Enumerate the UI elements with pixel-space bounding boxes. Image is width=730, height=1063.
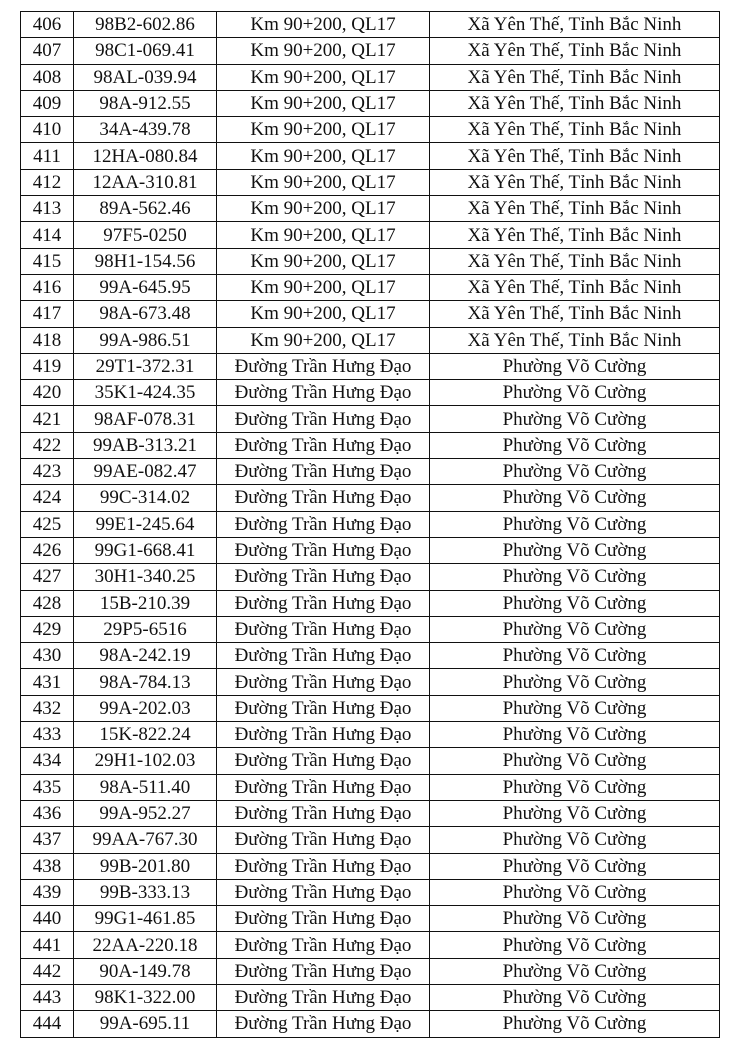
license-plate-cell: 99AA-767.30 — [74, 827, 217, 853]
administrative-unit-cell: Xã Yên Thế, Tỉnh Bắc Ninh — [430, 196, 720, 222]
administrative-unit-cell: Xã Yên Thế, Tỉnh Bắc Ninh — [430, 64, 720, 90]
administrative-unit-cell: Phường Võ Cường — [430, 932, 720, 958]
administrative-unit-cell: Phường Võ Cường — [430, 459, 720, 485]
table-row — [21, 274, 720, 300]
license-plate-cell: 99A-645.95 — [74, 274, 217, 300]
row-number-cell: 441 — [21, 932, 74, 958]
location-cell: Đường Trần Hưng Đạo — [217, 616, 430, 642]
location-cell: Đường Trần Hưng Đạo — [217, 958, 430, 984]
license-plate-cell: 99A-952.27 — [74, 800, 217, 826]
table-row — [21, 722, 720, 748]
row-number-cell: 443 — [21, 984, 74, 1010]
administrative-unit-cell: Phường Võ Cường — [430, 537, 720, 563]
location-cell: Km 90+200, QL17 — [217, 327, 430, 353]
administrative-unit-cell: Phường Võ Cường — [430, 432, 720, 458]
location-cell: Đường Trần Hưng Đạo — [217, 853, 430, 879]
license-plate-cell: 99G1-668.41 — [74, 537, 217, 563]
table-row — [21, 906, 720, 932]
row-number-cell: 420 — [21, 380, 74, 406]
license-plate-cell: 97F5-0250 — [74, 222, 217, 248]
row-number-cell: 439 — [21, 879, 74, 905]
license-plate-cell: 15B-210.39 — [74, 590, 217, 616]
license-plate-cell: 99AE-082.47 — [74, 459, 217, 485]
location-cell: Đường Trần Hưng Đạo — [217, 643, 430, 669]
table-row — [21, 879, 720, 905]
license-plate-cell: 34A-439.78 — [74, 117, 217, 143]
table-row — [21, 564, 720, 590]
table-row — [21, 12, 720, 38]
table-row — [21, 511, 720, 537]
location-cell: Đường Trần Hưng Đạo — [217, 485, 430, 511]
table-row — [21, 248, 720, 274]
table-row — [21, 459, 720, 485]
row-number-cell: 407 — [21, 38, 74, 64]
row-number-cell: 411 — [21, 143, 74, 169]
table-row — [21, 537, 720, 563]
row-number-cell: 432 — [21, 695, 74, 721]
row-number-cell: 414 — [21, 222, 74, 248]
table-row — [21, 406, 720, 432]
table-row — [21, 301, 720, 327]
table-row — [21, 800, 720, 826]
location-cell: Đường Trần Hưng Đạo — [217, 353, 430, 379]
administrative-unit-cell: Xã Yên Thế, Tỉnh Bắc Ninh — [430, 38, 720, 64]
administrative-unit-cell: Xã Yên Thế, Tỉnh Bắc Ninh — [430, 143, 720, 169]
license-plate-cell: 98A-511.40 — [74, 774, 217, 800]
location-cell: Đường Trần Hưng Đạo — [217, 669, 430, 695]
row-number-cell: 429 — [21, 616, 74, 642]
license-plate-cell: 98K1-322.00 — [74, 984, 217, 1010]
administrative-unit-cell: Phường Võ Cường — [430, 1011, 720, 1037]
table-row — [21, 1011, 720, 1037]
license-plate-cell: 98A-673.48 — [74, 301, 217, 327]
administrative-unit-cell: Phường Võ Cường — [430, 984, 720, 1010]
administrative-unit-cell: Phường Võ Cường — [430, 406, 720, 432]
license-plate-cell: 99A-695.11 — [74, 1011, 217, 1037]
row-number-cell: 417 — [21, 301, 74, 327]
administrative-unit-cell: Phường Võ Cường — [430, 353, 720, 379]
row-number-cell: 426 — [21, 537, 74, 563]
location-cell: Km 90+200, QL17 — [217, 64, 430, 90]
administrative-unit-cell: Phường Võ Cường — [430, 511, 720, 537]
location-cell: Đường Trần Hưng Đạo — [217, 722, 430, 748]
administrative-unit-cell: Phường Võ Cường — [430, 564, 720, 590]
location-cell: Km 90+200, QL17 — [217, 248, 430, 274]
violation-table — [20, 11, 720, 1038]
administrative-unit-cell: Phường Võ Cường — [430, 800, 720, 826]
row-number-cell: 423 — [21, 459, 74, 485]
location-cell: Đường Trần Hưng Đạo — [217, 827, 430, 853]
location-cell: Đường Trần Hưng Đạo — [217, 800, 430, 826]
location-cell: Km 90+200, QL17 — [217, 143, 430, 169]
row-number-cell: 427 — [21, 564, 74, 590]
table-row — [21, 222, 720, 248]
license-plate-cell: 98AL-039.94 — [74, 64, 217, 90]
row-number-cell: 425 — [21, 511, 74, 537]
location-cell: Đường Trần Hưng Đạo — [217, 906, 430, 932]
administrative-unit-cell: Xã Yên Thế, Tỉnh Bắc Ninh — [430, 169, 720, 195]
license-plate-cell: 29H1-102.03 — [74, 748, 217, 774]
table-row — [21, 827, 720, 853]
row-number-cell: 419 — [21, 353, 74, 379]
location-cell: Km 90+200, QL17 — [217, 196, 430, 222]
administrative-unit-cell: Phường Võ Cường — [430, 879, 720, 905]
administrative-unit-cell: Phường Võ Cường — [430, 485, 720, 511]
violation-table-body — [21, 12, 720, 1038]
location-cell: Km 90+200, QL17 — [217, 12, 430, 38]
row-number-cell: 431 — [21, 669, 74, 695]
table-row — [21, 380, 720, 406]
location-cell: Đường Trần Hưng Đạo — [217, 380, 430, 406]
license-plate-cell: 98AF-078.31 — [74, 406, 217, 432]
administrative-unit-cell: Xã Yên Thế, Tỉnh Bắc Ninh — [430, 90, 720, 116]
location-cell: Đường Trần Hưng Đạo — [217, 748, 430, 774]
license-plate-cell: 99A-986.51 — [74, 327, 217, 353]
row-number-cell: 410 — [21, 117, 74, 143]
table-row — [21, 643, 720, 669]
table-row — [21, 353, 720, 379]
license-plate-cell: 99B-333.13 — [74, 879, 217, 905]
table-row — [21, 695, 720, 721]
location-cell: Đường Trần Hưng Đạo — [217, 590, 430, 616]
row-number-cell: 442 — [21, 958, 74, 984]
table-row — [21, 432, 720, 458]
row-number-cell: 416 — [21, 274, 74, 300]
table-row — [21, 932, 720, 958]
license-plate-cell: 98C1-069.41 — [74, 38, 217, 64]
license-plate-cell: 98A-784.13 — [74, 669, 217, 695]
administrative-unit-cell: Phường Võ Cường — [430, 616, 720, 642]
location-cell: Đường Trần Hưng Đạo — [217, 432, 430, 458]
table-row — [21, 143, 720, 169]
table-row — [21, 958, 720, 984]
administrative-unit-cell: Xã Yên Thế, Tỉnh Bắc Ninh — [430, 117, 720, 143]
table-row — [21, 327, 720, 353]
license-plate-cell: 29T1-372.31 — [74, 353, 217, 379]
location-cell: Đường Trần Hưng Đạo — [217, 511, 430, 537]
location-cell: Km 90+200, QL17 — [217, 117, 430, 143]
administrative-unit-cell: Xã Yên Thế, Tỉnh Bắc Ninh — [430, 274, 720, 300]
row-number-cell: 421 — [21, 406, 74, 432]
administrative-unit-cell: Xã Yên Thế, Tỉnh Bắc Ninh — [430, 301, 720, 327]
row-number-cell: 434 — [21, 748, 74, 774]
row-number-cell: 433 — [21, 722, 74, 748]
administrative-unit-cell: Phường Võ Cường — [430, 590, 720, 616]
table-row — [21, 853, 720, 879]
table-row — [21, 984, 720, 1010]
table-row — [21, 590, 720, 616]
license-plate-cell: 12HA-080.84 — [74, 143, 217, 169]
location-cell: Km 90+200, QL17 — [217, 169, 430, 195]
location-cell: Đường Trần Hưng Đạo — [217, 406, 430, 432]
table-row — [21, 38, 720, 64]
license-plate-cell: 98H1-154.56 — [74, 248, 217, 274]
location-cell: Km 90+200, QL17 — [217, 301, 430, 327]
administrative-unit-cell: Phường Võ Cường — [430, 906, 720, 932]
license-plate-cell: 98A-242.19 — [74, 643, 217, 669]
location-cell: Đường Trần Hưng Đạo — [217, 1011, 430, 1037]
administrative-unit-cell: Phường Võ Cường — [430, 669, 720, 695]
table-row — [21, 616, 720, 642]
row-number-cell: 435 — [21, 774, 74, 800]
location-cell: Đường Trần Hưng Đạo — [217, 537, 430, 563]
license-plate-cell: 99B-201.80 — [74, 853, 217, 879]
location-cell: Đường Trần Hưng Đạo — [217, 879, 430, 905]
administrative-unit-cell: Xã Yên Thế, Tỉnh Bắc Ninh — [430, 327, 720, 353]
administrative-unit-cell: Phường Võ Cường — [430, 827, 720, 853]
row-number-cell: 412 — [21, 169, 74, 195]
license-plate-cell: 30H1-340.25 — [74, 564, 217, 590]
license-plate-cell: 98A-912.55 — [74, 90, 217, 116]
location-cell: Km 90+200, QL17 — [217, 274, 430, 300]
table-row — [21, 774, 720, 800]
administrative-unit-cell: Phường Võ Cường — [430, 853, 720, 879]
row-number-cell: 440 — [21, 906, 74, 932]
administrative-unit-cell: Xã Yên Thế, Tỉnh Bắc Ninh — [430, 248, 720, 274]
administrative-unit-cell: Phường Võ Cường — [430, 958, 720, 984]
row-number-cell: 430 — [21, 643, 74, 669]
table-row — [21, 748, 720, 774]
location-cell: Đường Trần Hưng Đạo — [217, 932, 430, 958]
row-number-cell: 408 — [21, 64, 74, 90]
administrative-unit-cell: Phường Võ Cường — [430, 722, 720, 748]
row-number-cell: 436 — [21, 800, 74, 826]
table-row — [21, 485, 720, 511]
administrative-unit-cell: Phường Võ Cường — [430, 695, 720, 721]
license-plate-cell: 99A-202.03 — [74, 695, 217, 721]
row-number-cell: 444 — [21, 1011, 74, 1037]
administrative-unit-cell: Phường Võ Cường — [430, 380, 720, 406]
table-row — [21, 669, 720, 695]
license-plate-cell: 99AB-313.21 — [74, 432, 217, 458]
location-cell: Đường Trần Hưng Đạo — [217, 774, 430, 800]
row-number-cell: 428 — [21, 590, 74, 616]
license-plate-cell: 29P5-6516 — [74, 616, 217, 642]
location-cell: Đường Trần Hưng Đạo — [217, 564, 430, 590]
row-number-cell: 438 — [21, 853, 74, 879]
license-plate-cell: 98B2-602.86 — [74, 12, 217, 38]
location-cell: Km 90+200, QL17 — [217, 90, 430, 116]
administrative-unit-cell: Xã Yên Thế, Tỉnh Bắc Ninh — [430, 222, 720, 248]
table-row — [21, 117, 720, 143]
administrative-unit-cell: Phường Võ Cường — [430, 748, 720, 774]
license-plate-cell: 90A-149.78 — [74, 958, 217, 984]
location-cell: Đường Trần Hưng Đạo — [217, 695, 430, 721]
table-row — [21, 169, 720, 195]
table-row — [21, 90, 720, 116]
administrative-unit-cell: Xã Yên Thế, Tỉnh Bắc Ninh — [430, 12, 720, 38]
location-cell: Đường Trần Hưng Đạo — [217, 459, 430, 485]
administrative-unit-cell: Phường Võ Cường — [430, 774, 720, 800]
table-row — [21, 196, 720, 222]
license-plate-cell: 12AA-310.81 — [74, 169, 217, 195]
administrative-unit-cell: Phường Võ Cường — [430, 643, 720, 669]
row-number-cell: 415 — [21, 248, 74, 274]
license-plate-cell: 89A-562.46 — [74, 196, 217, 222]
license-plate-cell: 99C-314.02 — [74, 485, 217, 511]
row-number-cell: 418 — [21, 327, 74, 353]
row-number-cell: 406 — [21, 12, 74, 38]
license-plate-cell: 35K1-424.35 — [74, 380, 217, 406]
license-plate-cell: 99E1-245.64 — [74, 511, 217, 537]
row-number-cell: 424 — [21, 485, 74, 511]
row-number-cell: 409 — [21, 90, 74, 116]
location-cell: Km 90+200, QL17 — [217, 38, 430, 64]
location-cell: Km 90+200, QL17 — [217, 222, 430, 248]
license-plate-cell: 22AA-220.18 — [74, 932, 217, 958]
row-number-cell: 422 — [21, 432, 74, 458]
row-number-cell: 437 — [21, 827, 74, 853]
license-plate-cell: 99G1-461.85 — [74, 906, 217, 932]
location-cell: Đường Trần Hưng Đạo — [217, 984, 430, 1010]
row-number-cell: 413 — [21, 196, 74, 222]
table-row — [21, 64, 720, 90]
license-plate-cell: 15K-822.24 — [74, 722, 217, 748]
